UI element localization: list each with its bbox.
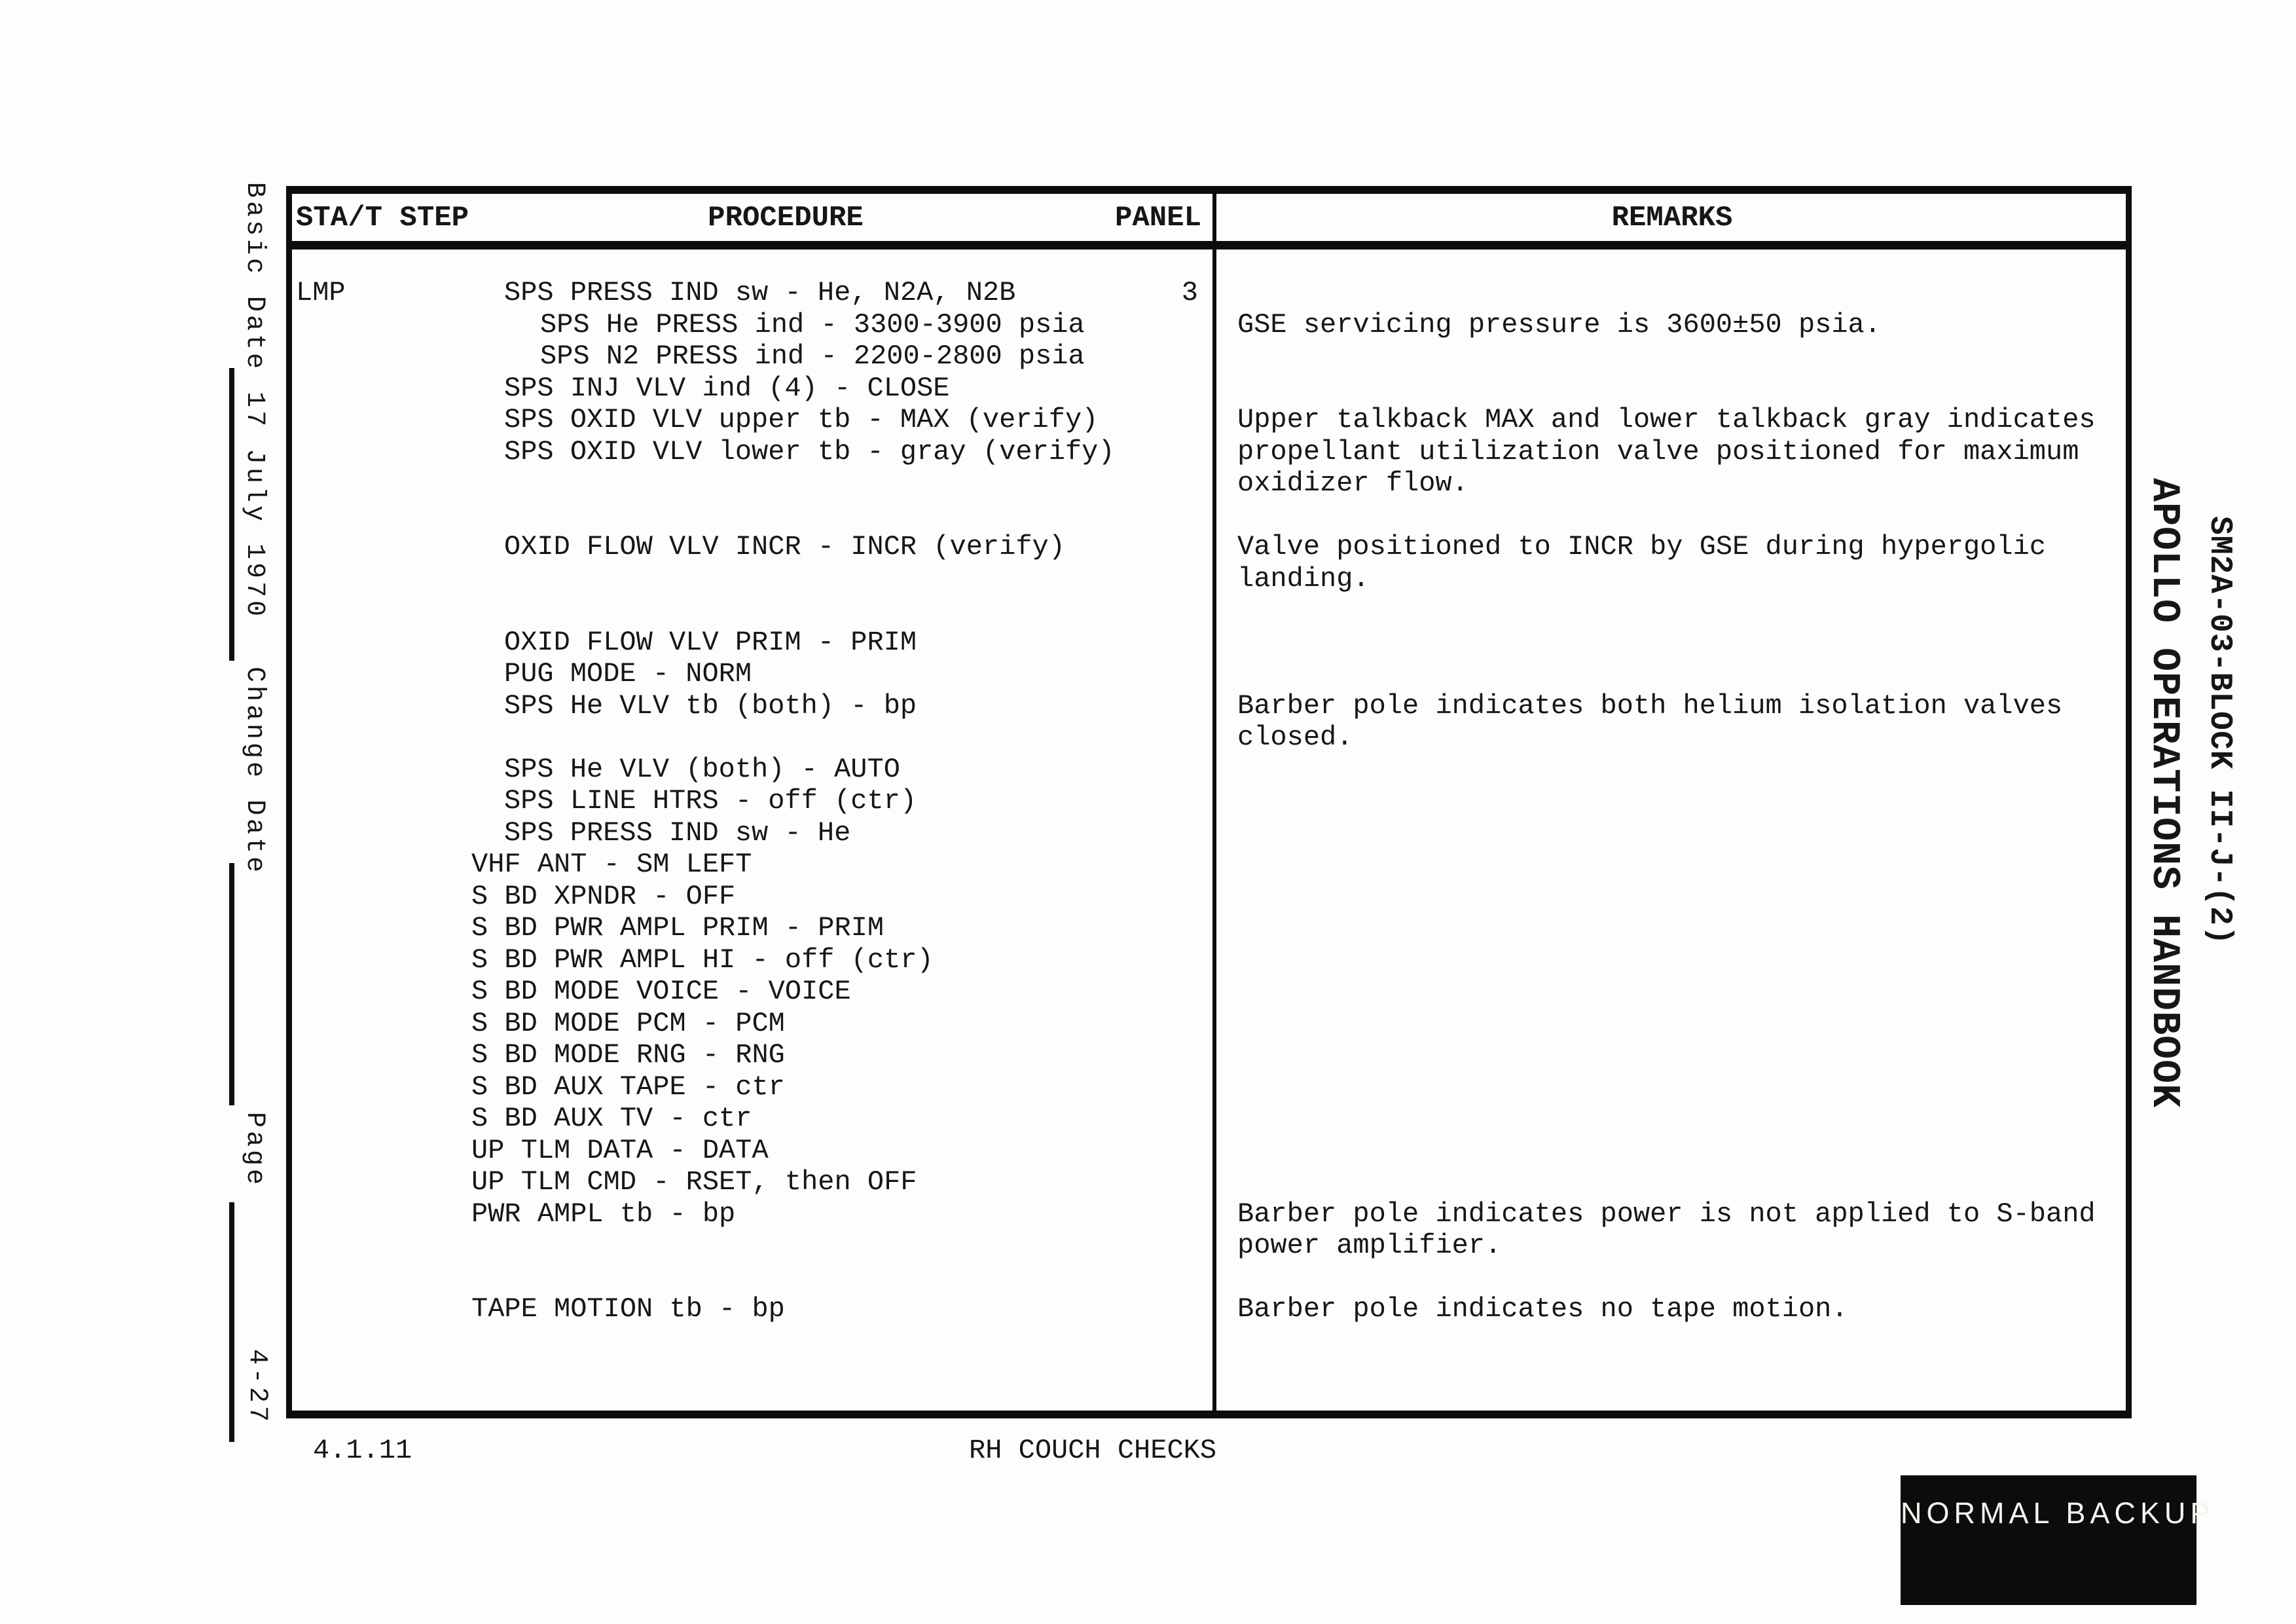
- crew-station-label: [296, 1293, 466, 1325]
- table-row: [286, 404, 2132, 436]
- procedure-step: [471, 1262, 1198, 1294]
- crew-station-label: [296, 1166, 466, 1198]
- table-row: [286, 373, 2132, 405]
- procedure-step: PUG MODE - NORM: [504, 658, 752, 690]
- crew-station-label: [296, 531, 466, 563]
- remark-text: [1237, 881, 2128, 913]
- crew-station-label: [296, 1103, 466, 1135]
- crew-station-label: [296, 1135, 466, 1167]
- panel-number: [1113, 563, 1198, 595]
- remark-text: [1237, 277, 2128, 309]
- panel-number: [1113, 627, 1198, 659]
- table-row: [286, 1103, 2132, 1135]
- remark-text: [1237, 658, 2128, 690]
- table-row: [286, 817, 2132, 849]
- table-border-top: [286, 186, 2132, 194]
- table-row: [286, 912, 2132, 944]
- panel-number: [1113, 658, 1198, 690]
- panel-number: [1113, 595, 1198, 627]
- remark-text: [1237, 849, 2128, 881]
- normal-backup-stamp: [1901, 1475, 2215, 1605]
- panel-number: [1113, 690, 1198, 722]
- crew-station-label: [296, 1198, 466, 1230]
- table-row: [286, 881, 2132, 913]
- remark-text: Barber pole indicates both helium isolation valves: [1237, 690, 2063, 722]
- remark-text: Barber pole indicates power is not applied to S-band: [1237, 1198, 2096, 1230]
- table-row: [286, 1198, 2132, 1230]
- remark-text: [1237, 912, 2128, 944]
- crew-station-label: [296, 817, 466, 849]
- header-sta-t-step: STA/T STEP: [296, 202, 469, 234]
- table-row: [286, 500, 2132, 532]
- remark-text: [1237, 373, 2128, 405]
- panel-number: [1113, 373, 1198, 405]
- panel-number: [1113, 785, 1198, 817]
- table-rows: [286, 277, 2132, 1325]
- procedure-step: S BD PWR AMPL HI - off (ctr): [471, 944, 934, 976]
- panel-number: [1113, 1293, 1198, 1325]
- table-row: [286, 341, 2132, 373]
- remark-text: GSE servicing pressure is 3600±50 psia.: [1237, 308, 1881, 341]
- crew-station-label: [296, 1008, 466, 1040]
- basic-date-label: Basic Date: [240, 182, 269, 373]
- procedure-step: SPS He VLV (both) - AUTO: [504, 753, 900, 785]
- crew-station-label: [296, 785, 466, 817]
- panel-number: [1113, 436, 1198, 468]
- table-row: [286, 658, 2132, 690]
- crew-station-label: [296, 944, 466, 976]
- crew-station-label: [296, 976, 466, 1008]
- procedure-step: [471, 722, 1198, 754]
- table-row: [286, 1008, 2132, 1040]
- page-label: Page: [240, 1112, 269, 1189]
- panel-number: [1113, 1262, 1198, 1294]
- remark-text: power amplifier.: [1237, 1230, 1502, 1261]
- procedure-step: SPS He PRESS ind - 3300-3900 psia: [540, 308, 1085, 341]
- section-number: 4.1.11: [313, 1435, 412, 1466]
- crew-station-label: [296, 373, 466, 405]
- table-row: [286, 1166, 2132, 1198]
- panel-number: [1113, 1135, 1198, 1167]
- remark-text: [1237, 627, 2128, 659]
- table-row: [286, 1293, 2132, 1325]
- doc-title: APOLLO OPERATIONS HANDBOOK: [2141, 478, 2186, 1109]
- procedure-step: UP TLM DATA - DATA: [471, 1134, 769, 1166]
- panel-number: [1113, 1071, 1198, 1103]
- procedure-step: [471, 595, 1198, 627]
- table-row: [286, 1039, 2132, 1071]
- table-row: [286, 690, 2132, 722]
- table-row: [286, 277, 2132, 309]
- procedure-step: S BD AUX TV - ctr: [471, 1103, 752, 1134]
- remark-text: [1237, 1135, 2128, 1167]
- remark-text: [1237, 595, 2128, 627]
- procedure-step: SPS He VLV tb (both) - bp: [504, 690, 917, 722]
- panel-number: [1113, 849, 1198, 881]
- procedure-step: SPS LINE HTRS - off (ctr): [504, 785, 917, 817]
- panel-number: [1113, 817, 1198, 849]
- table-border-bottom: [286, 1411, 2132, 1418]
- procedure-step: SPS INJ VLV ind (4) - CLOSE: [504, 372, 950, 404]
- procedure-step: [471, 468, 1198, 500]
- remark-text: [1237, 1262, 2128, 1294]
- procedure-step: S BD MODE RNG - RNG: [471, 1039, 785, 1071]
- crew-station-label: [296, 849, 466, 881]
- remark-text: Upper talkback MAX and lower talkback gray indicates: [1237, 404, 2096, 435]
- panel-number: 3: [1181, 277, 1198, 308]
- table-row: [286, 944, 2132, 976]
- remark-text: Valve positioned to INCR by GSE during hypergolic: [1237, 531, 2047, 563]
- remark-text: [1237, 976, 2128, 1008]
- remark-text: [1237, 1166, 2128, 1198]
- panel-number: [1113, 309, 1198, 341]
- page-number: 4-27: [242, 1349, 272, 1426]
- procedure-step: SPS OXID VLV lower tb - gray (verify): [504, 435, 1115, 468]
- procedure-step: [471, 1230, 1198, 1262]
- procedure-step: OXID FLOW VLV PRIM - PRIM: [504, 626, 917, 658]
- panel-number: [1113, 1230, 1198, 1262]
- table-row: [286, 849, 2132, 881]
- crew-station-label: [296, 912, 466, 944]
- panel-number: [1113, 976, 1198, 1008]
- remark-text: closed.: [1237, 722, 1353, 753]
- remark-text: [1237, 785, 2128, 817]
- crew-station-label: [296, 500, 466, 532]
- procedure-step: TAPE MOTION tb - bp: [471, 1293, 785, 1325]
- page-underline: [229, 1202, 234, 1442]
- crew-station-label: [296, 690, 466, 722]
- crew-station-label: [296, 722, 466, 754]
- basic-date-underline: [229, 368, 234, 661]
- table-row: [286, 1262, 2132, 1294]
- panel-number: [1113, 1008, 1198, 1040]
- procedure-step: S BD PWR AMPL PRIM - PRIM: [471, 912, 884, 944]
- procedure-step: SPS OXID VLV upper tb - MAX (verify): [504, 404, 1099, 435]
- procedure-step: UP TLM CMD - RSET, then OFF: [471, 1166, 917, 1198]
- panel-number: [1113, 1039, 1198, 1071]
- remark-text: [1237, 1071, 2128, 1103]
- table-row: [286, 531, 2132, 563]
- procedure-step: VHF ANT - SM LEFT: [471, 849, 752, 880]
- procedure-step: [471, 563, 1198, 595]
- remark-text: landing.: [1237, 563, 1370, 595]
- basic-date-value: 17 July 1970: [240, 392, 269, 620]
- table-row: [286, 563, 2132, 595]
- table-row: [286, 785, 2132, 817]
- panel-number: [1113, 722, 1198, 754]
- table-row: [286, 722, 2132, 754]
- panel-number: [1113, 754, 1198, 786]
- table-header-separator: [286, 241, 2132, 249]
- doc-number: SM2A-03-BLOCK II-J-(2): [2202, 516, 2237, 946]
- remark-text: [1237, 341, 2128, 373]
- table-row: [286, 436, 2132, 468]
- change-date-underline: [229, 863, 234, 1105]
- crew-station-label: [296, 627, 466, 659]
- crew-station-label: [296, 1230, 466, 1262]
- crew-station-label: [296, 309, 466, 341]
- stamp-label: NORMAL BACKUP: [1901, 1496, 2215, 1530]
- remark-text: [1237, 1008, 2128, 1040]
- crew-station-label: [296, 468, 466, 500]
- crew-station-label: [296, 341, 466, 373]
- section-title: RH COUCH CHECKS: [969, 1435, 1217, 1466]
- procedure-step: SPS PRESS IND sw - He: [504, 817, 851, 849]
- remark-text: [1237, 1039, 2128, 1071]
- panel-number: [1113, 944, 1198, 976]
- table-row: [286, 309, 2132, 341]
- panel-number: [1113, 341, 1198, 373]
- table-row: [286, 1230, 2132, 1262]
- panel-number: [1113, 404, 1198, 436]
- remark-text: propellant utilization valve positioned for maximum: [1237, 435, 2079, 468]
- procedure-step: SPS PRESS IND sw - He, N2A, N2B: [504, 277, 1016, 308]
- procedure-step: S BD MODE PCM - PCM: [471, 1007, 785, 1039]
- procedure-step: OXID FLOW VLV INCR - INCR (verify): [504, 531, 1065, 563]
- table-row: [286, 976, 2132, 1008]
- header-procedure: PROCEDURE: [708, 202, 864, 234]
- remark-text: oxidizer flow.: [1237, 468, 1468, 499]
- table-row: [286, 595, 2132, 627]
- crew-station-label: [296, 595, 466, 627]
- crew-station-label: [296, 1039, 466, 1071]
- panel-number: [1113, 531, 1198, 563]
- crew-station-label: [296, 1262, 466, 1294]
- crew-station-label: [296, 404, 466, 436]
- table-row: [286, 1071, 2132, 1103]
- panel-number: [1113, 1166, 1198, 1198]
- table-row: [286, 1135, 2132, 1167]
- remark-text: [1237, 1103, 2128, 1135]
- remark-text: [1237, 944, 2128, 976]
- remark-text: Barber pole indicates no tape motion.: [1237, 1293, 1848, 1325]
- panel-number: [1113, 1103, 1198, 1135]
- crew-station-label: LMP: [296, 277, 346, 308]
- crew-station-label: [296, 754, 466, 786]
- procedure-step: [471, 500, 1198, 532]
- procedure-step: S BD XPNDR - OFF: [471, 880, 736, 912]
- procedure-step: S BD MODE VOICE - VOICE: [471, 976, 851, 1007]
- crew-station-label: [296, 563, 466, 595]
- procedure-step: S BD AUX TAPE - ctr: [471, 1071, 785, 1103]
- crew-station-label: [296, 436, 466, 468]
- header-panel: PANEL: [1114, 202, 1201, 234]
- panel-number: [1113, 1198, 1198, 1230]
- table-row: [286, 754, 2132, 786]
- table-row: [286, 468, 2132, 500]
- procedure-step: SPS N2 PRESS ind - 2200-2800 psia: [540, 341, 1085, 372]
- crew-station-label: [296, 1071, 466, 1103]
- remark-text: [1237, 754, 2128, 786]
- procedure-step: PWR AMPL tb - bp: [471, 1198, 736, 1230]
- header-remarks: REMARKS: [1611, 202, 1733, 234]
- remark-text: [1237, 817, 2128, 849]
- remark-text: [1237, 500, 2128, 532]
- panel-number: [1113, 881, 1198, 913]
- table-row: [286, 627, 2132, 659]
- panel-number: [1113, 500, 1198, 532]
- crew-station-label: [296, 658, 466, 690]
- panel-number: [1113, 468, 1198, 500]
- panel-number: [1113, 912, 1198, 944]
- crew-station-label: [296, 881, 466, 913]
- change-date-label: Change Date: [240, 667, 269, 876]
